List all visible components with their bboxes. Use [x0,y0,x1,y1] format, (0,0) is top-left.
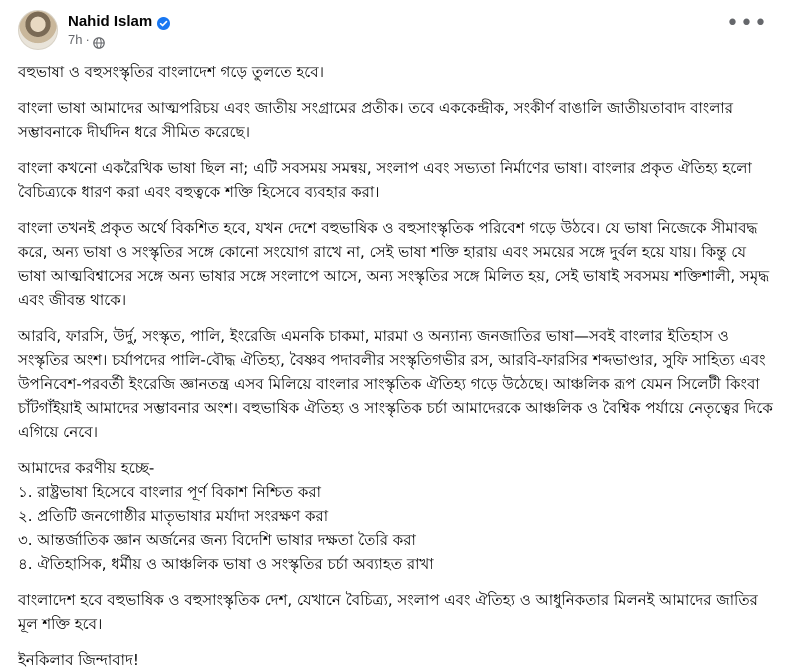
avatar[interactable] [18,10,58,50]
more-options-icon: ••• [726,11,768,36]
post-paragraph: বাংলা তখনই প্রকৃত অর্থে বিকশিত হবে, যখন দেশে বহুভাষিক ও বহুসাংস্কৃতিক পরিবেশ গড়ে উঠবে। যে ভাষা নিজেকে সীমাবদ্ধ করে, অন্য ভাষা ও সংস্কৃতির সঙ্গে কোনো সংযোগ রাখে না, সেই ভাষা শক্তি হারায় এবং সময়ের সঙ্গে দুর্বল হয়ে যায়। কিন্তু যে ভাষা আত্মবিশ্বাসের সঙ্গে অন্য ভাষার সঙ্গে সংলাপে আসে, অন্য সংস্কৃতির সঙ্গে মিলিত হয়, সেই ভাষাই সবসময় শক্তিশালী, সমৃদ্ধ এবং জীবন্ত থাকে। [18,219,770,309]
separator-dot: · [85,32,90,47]
verified-badge-icon [157,15,170,28]
post-time[interactable]: 7h [68,32,83,47]
post-header [18,8,170,52]
post-paragraph: বাংলা ভাষা আমাদের আত্মপরিচয় এবং জাতীয় সংগ্রামের প্রতীক। তবে এককেন্দ্রীক, সংকীর্ণ বাঙালি জাতীয়তাবাদ বাংলার সম্ভাবনাকে দীর্ঘদিন ধরে সীমিত করেছে। [18,99,734,141]
post-paragraph: আরবি, ফারসি, উর্দু, সংস্কৃত, পালি, ইংরেজি এমনকি চাকমা, মারমা ও অন্যান্য জনজাতির ভাষা—সবই বাংলার ইতিহাস ও সংস্কৃতির অংশ। চর্যাপদের পালি-বৌদ্ধ ঐতিহ্য, বৈষ্ণব পদাবলীর সংস্কৃতিগভীর রস, আরবি-ফারসির শব্দভাণ্ডার, সুফি সাহিত্য এবং উপনিবেশ-পরবর্তী ইংরেজি জ্ঞানতন্ত্র এসব মিলিয়ে বাংলার সাংস্কৃতিক ঐতিহ্য গড়ে উঠেছে। আঞ্চলিক রূপ যেমন সিলেটী কিংবা চাঁটগাঁইয়াই আমাদের সম্ভাবনার অংশ। বহুভাষিক ঐতিহ্য ও সাংস্কৃতিক চর্চা আমাদেরকে আঞ্চলিক ও বৈশ্বিক পর্যায়ে নেতৃত্বের দিকে এগিয়ে নেবে। [18,327,773,441]
list-item: ৪. ঐতিহাসিক, ধর্মীয় ও আঞ্চলিক ভাষা ও সংস্কৃতির চর্চা অব্যাহত রাখা [18,555,434,573]
list-item: ১. রাষ্ট্রভাষা হিসেবে বাংলার পূর্ণ বিকাশ নিশ্চিত করা [18,483,321,501]
slogan: ইনকিলাব জিন্দাবাদ! [18,651,139,669]
post-body [18,60,773,672]
timestamp-row [68,32,170,47]
post-paragraph: বাংলা কখনো একরৈখিক ভাষা ছিল না; এটি সবসময় সমন্বয়, সংলাপ এবং সভ্যতা নির্মাণের ভাষা। বাংলার প্রকৃত ঐতিহ্য হলো বৈচিত্র্যকে ধারণ করা এবং বহুত্বকে শক্তি হিসেবে ব্যবহার করা। [18,159,752,201]
more-options-button[interactable] [726,11,768,36]
author-row [68,13,170,30]
author-name[interactable]: Nahid Islam [68,13,153,30]
closing-paragraph: বাংলাদেশ হবে বহুভাষিক ও বহুসাংস্কৃতিক দেশ, যেখানে বৈচিত্র্য, সংলাপ এবং ঐতিহ্য ও আধুনিকতার মিলনই আমাদের জাতির মূল শক্তি হবে। [18,591,758,633]
list-item: ২. প্রতিটি জনগোষ্ঠীর মাতৃভাষার মর্যাদা সংরক্ষণ করা [18,507,329,525]
post-paragraph: বহুভাষা ও বহুসংস্কৃতির বাংলাদেশ গড়ে তুলতে হবে। [18,63,324,81]
globe-icon[interactable] [93,34,105,46]
list-heading: আমাদের করণীয় হচ্ছে- [18,459,155,477]
post-meta [68,13,170,47]
action-list [18,456,773,576]
list-item: ৩. আন্তর্জাতিক জ্ঞান অর্জনের জন্য বিদেশি ভাষার দক্ষতা তৈরি করা [18,531,416,549]
